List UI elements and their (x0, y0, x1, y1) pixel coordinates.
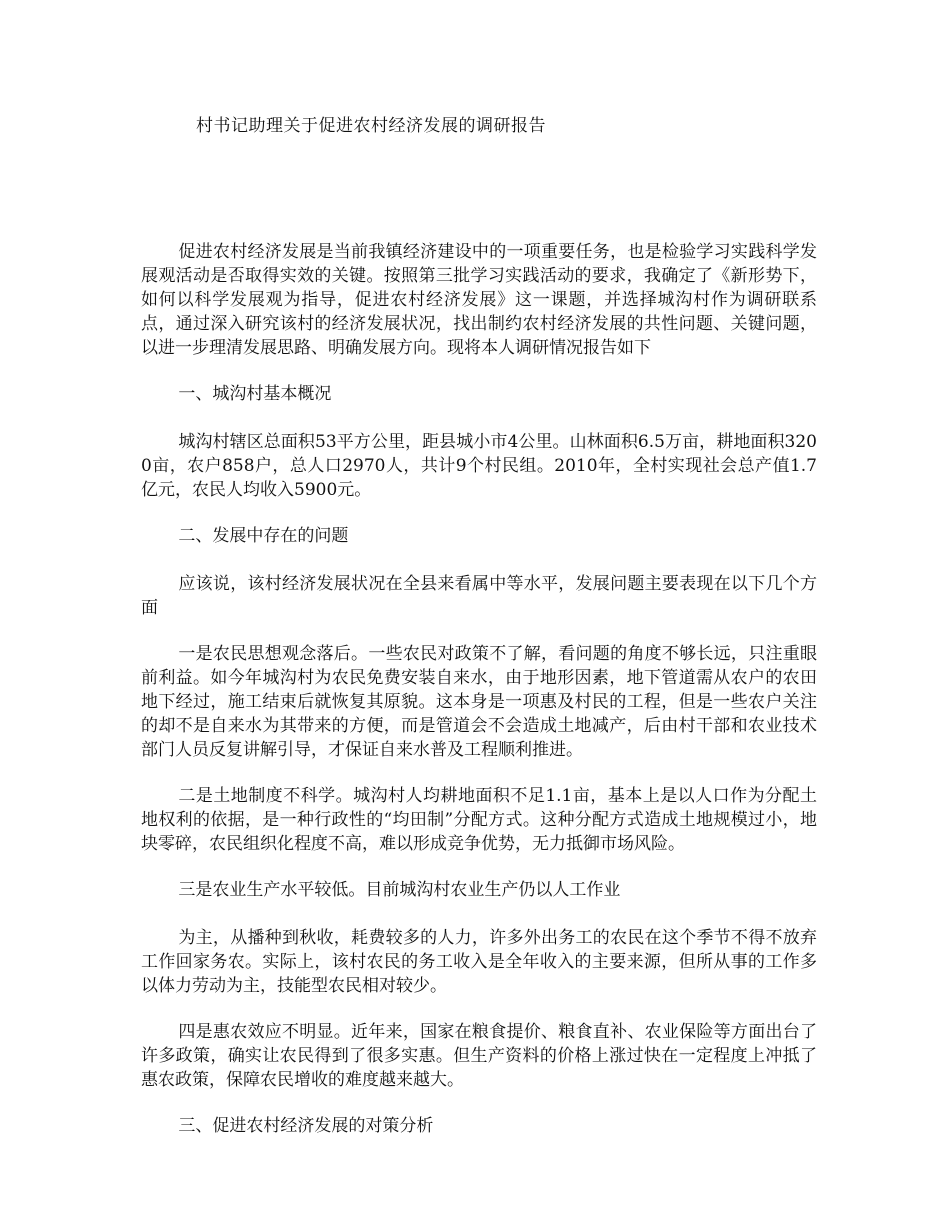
section-heading-problems: 二、发展中存在的问题 (178, 526, 349, 546)
problem-three-continued-paragraph: 为主，从播种到秋收，耗费较多的人力，许多外出务工的农民在这个季节不得不放弃工作回家务农。实际上，该村农民的务工收入是全年收入的主要来源，但所从事的工作多以体力劳动为主，技能型农民相对较少。 (141, 928, 817, 996)
problems-intro-paragraph: 应该说，该村经济发展状况在全县来看属中等水平，发展问题主要表现在以下几个方面 (141, 574, 817, 618)
problem-two-paragraph: 二是土地制度不科学。城沟村人均耕地面积不足1.1亩，基本上是以人口作为分配土地权利的依据，是一种行政性的“均田制”分配方式。这种分配方式造成土地规模过小，地块零碎，农民组织化程度不高，难以形成竞争优势，无力抵御市场风险。 (141, 786, 817, 854)
problem-four-paragraph: 四是惠农效应不明显。近年来，国家在粮食提价、粮食直补、农业保险等方面出台了许多政策，确实让农民得到了很多实惠。但生产资料的价格上涨过快在一定程度上冲抵了惠农政策，保障农民增收的难度越来越大。 (141, 1022, 817, 1090)
section-heading-countermeasures: 三、促进农村经济发展的对策分析 (178, 1116, 434, 1136)
section-heading-overview: 一、城沟村基本概况 (178, 384, 332, 404)
intro-paragraph: 促进农村经济发展是当前我镇经济建设中的一项重要任务，也是检验学习实践科学发展观活动是否取得实效的关键。按照第三批学习实践活动的要求，我确定了《新形势下，如何以科学发展观为指导，促进农村经济发展》这一课题，并选择城沟村作为调研联系点，通过深入研究该村的经济发展状况，找出制约农村经济发展的共性问题、关键问题，以进一步理清发展思路、明确发展方向。现将本人调研情况报告如下 (141, 242, 817, 358)
document-body (141, 240, 817, 1162)
document-title: 村书记助理关于促进农村经济发展的调研报告 (196, 116, 546, 136)
problem-one-paragraph: 一是农民思想观念落后。一些农民对政策不了解，看问题的角度不够长远，只注重眼前利益。如今年城沟村为农民免费安装自来水，由于地形因素，地下管道需从农户的农田地下经过，施工结束后就恢复其原貌。这本身是一项惠及村民的工程，但是一些农户关注的却不是自来水为其带来的方便，而是管道会不会造成土地减产，后由村干部和农业技术部门人员反复讲解引导，才保证自来水普及工程顺利推进。 (141, 644, 817, 760)
overview-paragraph: 城沟村辖区总面积53平方公里，距县城小市4公里。山林面积6.5万亩，耕地面积3200亩，农户858户，总人口2970人，共计9个村民组。2010年，全村实现社会总产值1.7亿元，农民人均收入5900元。 (141, 432, 817, 500)
problem-three-paragraph: 三是农业生产水平较低。目前城沟村农业生产仍以人工作业 (178, 880, 621, 900)
